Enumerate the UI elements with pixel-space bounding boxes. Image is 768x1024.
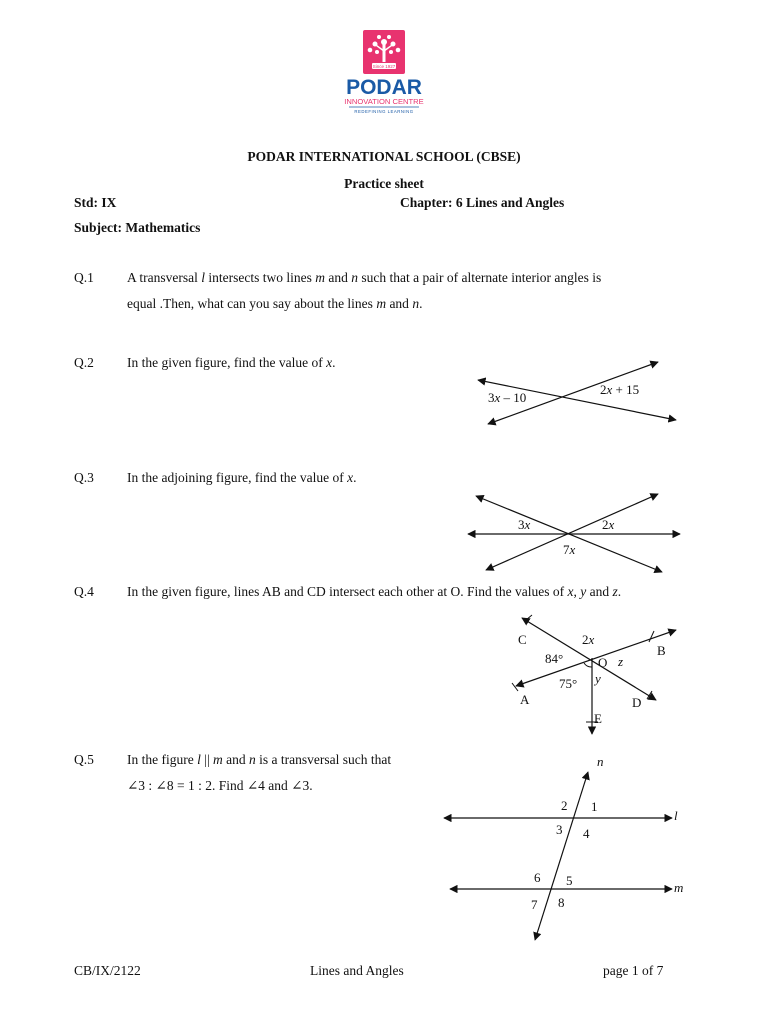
q2-number: Q.2 <box>74 355 94 370</box>
svg-text:4: 4 <box>583 826 590 841</box>
svg-text:2x: 2x <box>582 632 595 647</box>
q1-text: A transversal l intersects two lines m and n such that a pair of alternate interior angles is equal .Then, what can you say about the lines m and n. <box>127 270 602 311</box>
school-name: PODAR INTERNATIONAL SCHOOL (CBSE) <box>247 149 521 164</box>
svg-text:A: A <box>520 692 530 707</box>
svg-text:8: 8 <box>558 895 565 910</box>
logo-brand: PODAR <box>346 76 422 99</box>
sheet-title: Practice sheet <box>344 176 424 191</box>
svg-text:m: m <box>674 880 684 895</box>
svg-text:84°: 84° <box>545 651 564 666</box>
svg-text:6: 6 <box>534 870 541 885</box>
q1-number: Q.1 <box>74 270 94 285</box>
svg-text:y: y <box>595 671 601 686</box>
q2-figure <box>470 352 690 432</box>
svg-text:O: O <box>598 655 608 670</box>
svg-text:l: l <box>674 808 678 823</box>
svg-text:3: 3 <box>556 822 563 837</box>
q4-number: Q.4 <box>74 584 94 599</box>
q4-text: In the given figure, lines AB and CD intersect each other at O. Find the values of x, y and z. <box>127 584 622 599</box>
q5-text: In the figure l || m and n is a transversal such that ∠3 : ∠8 = 1 : 2. Find ∠4 and ∠3. <box>127 752 392 793</box>
chapter-label: Chapter: 6 Lines and Angles <box>400 195 565 210</box>
q3-left-angle-label: 3x <box>518 517 531 532</box>
svg-text:1: 1 <box>591 799 598 814</box>
footer-page-number: page 1 of 7 <box>603 963 664 978</box>
q2-text: In the given figure, find the value of x. <box>127 355 336 370</box>
svg-text:Since 1927: Since 1927 <box>372 64 396 69</box>
svg-text:2: 2 <box>561 798 568 813</box>
svg-text:75°: 75° <box>559 676 578 691</box>
q3-number: Q.3 <box>74 470 94 485</box>
svg-text:D: D <box>632 695 642 710</box>
logo-tree-icon <box>334 30 434 125</box>
svg-text:REDEFINING LEARNING: REDEFINING LEARNING <box>354 109 414 114</box>
svg-text:C: C <box>518 632 527 647</box>
q3-figure <box>462 488 687 578</box>
q3-bottom-angle-label: 7x <box>563 542 576 557</box>
svg-text:5: 5 <box>566 873 573 888</box>
q4-figure <box>500 606 690 741</box>
q5-number: Q.5 <box>74 752 94 767</box>
q3-right-angle-label: 2x <box>602 517 615 532</box>
std-label: Std: IX <box>74 195 117 210</box>
svg-text:B: B <box>657 643 666 658</box>
subject-line: Subject: Mathematics <box>74 220 201 235</box>
svg-text:z: z <box>618 654 624 669</box>
q3-text: In the adjoining figure, find the value of x. <box>127 470 357 485</box>
footer-code: CB/IX/2122 <box>74 963 141 978</box>
podar-logo <box>334 30 434 125</box>
footer-title: Lines and Angles <box>310 963 404 978</box>
q2-left-angle-label: 3x – 10 <box>488 390 527 405</box>
q5-figure <box>440 752 690 947</box>
svg-text:7: 7 <box>531 897 538 912</box>
q2-right-angle-label: 2x + 15 <box>600 382 640 397</box>
svg-text:INNOVATION CENTRE: INNOVATION CENTRE <box>344 97 424 106</box>
svg-text:E: E <box>594 711 602 726</box>
svg-text:n: n <box>597 754 604 769</box>
